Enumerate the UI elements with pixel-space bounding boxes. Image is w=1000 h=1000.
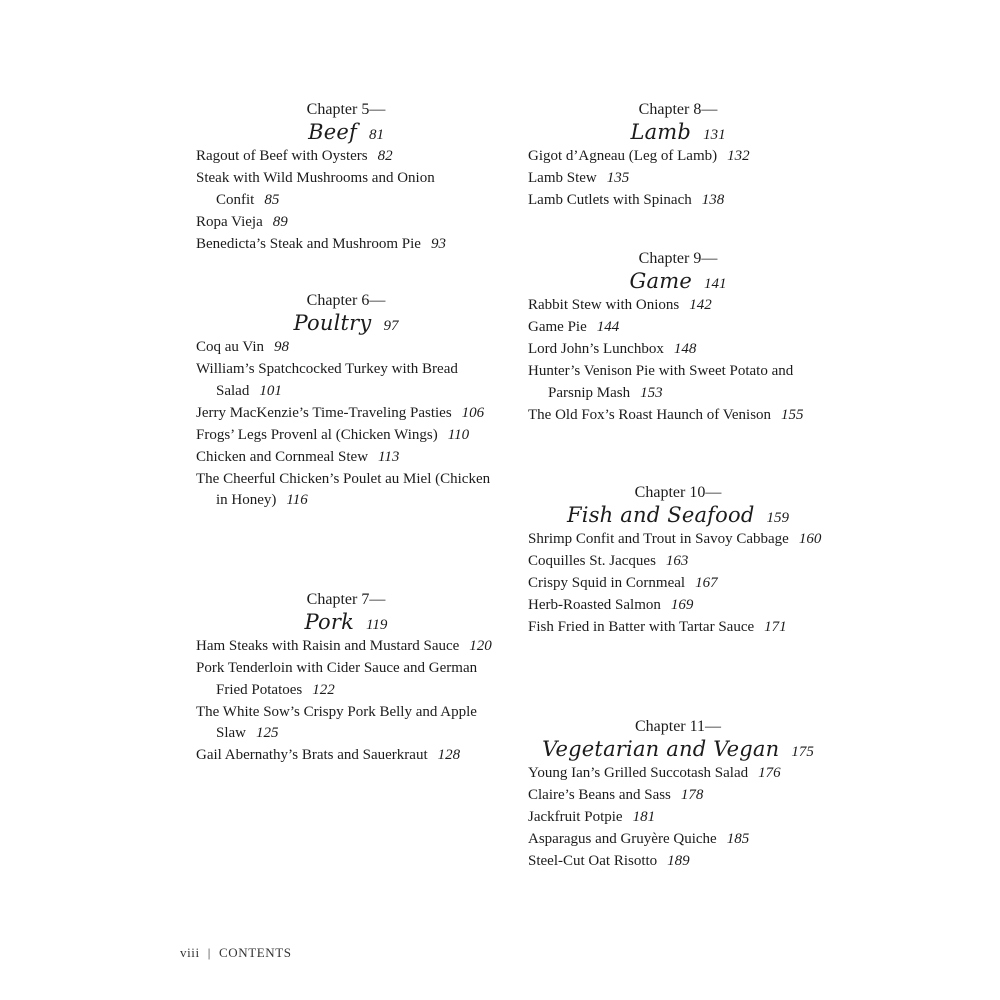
entry-page-number: 85 [264, 191, 280, 208]
toc-entry [196, 359, 496, 402]
entry-title: Lord John’s Lunchbox [528, 341, 664, 357]
toc-entry [528, 361, 828, 404]
entry-page-number: 171 [764, 619, 787, 635]
entry-title: The Cheerful Chicken’s Poulet au Miel (Chicken in Honey) [196, 470, 491, 508]
entry-page-number: 169 [670, 597, 694, 613]
chapter-title: Lamb [630, 120, 692, 144]
entry-page-number: 82 [377, 148, 393, 164]
entry-page-number: 132 [727, 148, 750, 164]
chapter-heading [528, 717, 828, 763]
entry-page-number: 153 [640, 384, 663, 401]
entry-page-number: 178 [680, 787, 704, 803]
toc-entry [528, 785, 828, 807]
entry-page-number: 163 [665, 553, 689, 569]
entry-page-number: 122 [312, 681, 335, 698]
recipe-list [528, 146, 828, 212]
chapter-title-line [528, 501, 828, 529]
chapter-label: Chapter 6— [306, 292, 386, 309]
entry-title: Hunter’s Venison Pie with Sweet Potato and Parsnip Mash [528, 363, 794, 401]
chapter-page-number: 141 [703, 276, 727, 292]
entry-title: Lamb Cutlets with Spinach [528, 192, 692, 208]
entry-title: Benedicta’s Steak and Mushroom Pie [196, 235, 421, 252]
toc-entry [528, 763, 828, 785]
toc-entry [528, 807, 828, 829]
entry-page-number: 189 [667, 853, 690, 869]
entry-title: Ropa Vieja [196, 213, 263, 230]
toc-entry [528, 595, 828, 617]
entry-title: William’s Spatchcocked Turkey with Bread Salad [196, 361, 458, 399]
entry-title: Steak with Wild Mushrooms and Onion Confit [196, 170, 435, 208]
toc-entry [196, 337, 496, 359]
entry-page-number: 142 [689, 297, 712, 313]
entry-page-number: 176 [758, 765, 781, 781]
recipe-list [528, 763, 828, 873]
entry-page-number: 138 [701, 192, 725, 208]
chapter-page-number: 159 [766, 510, 789, 526]
entry-page-number: 155 [781, 406, 804, 423]
chapter-heading [528, 483, 828, 529]
chapter-title: Vegetarian and Vegan [542, 737, 780, 761]
toc-entry [528, 317, 828, 339]
chapter-title: Fish and Seafood [567, 503, 755, 527]
entry-page-number: 93 [430, 235, 446, 252]
entry-title: Herb-Roasted Salmon [528, 597, 661, 613]
toc-entry [196, 403, 496, 425]
footer-separator: | [207, 945, 211, 960]
recipe-list [528, 529, 828, 639]
chapter-fish-and-seafood [528, 483, 828, 639]
chapter-page-number: 119 [366, 617, 388, 633]
toc-entry [196, 702, 496, 745]
toc-entry [528, 405, 828, 427]
chapter-title: Poultry [293, 311, 372, 335]
chapter-page-number: 81 [368, 127, 384, 143]
chapter-heading [528, 249, 828, 295]
toc-entry [528, 168, 828, 190]
chapter-title-line [528, 118, 828, 146]
entry-page-number: 128 [437, 747, 461, 763]
entry-title: Rabbit Stew with Onions [528, 297, 680, 313]
chapter-title: Game [629, 269, 692, 293]
toc-entry [196, 636, 496, 658]
toc-entry [196, 447, 496, 469]
chapter-title: Pork [304, 610, 355, 634]
entry-title: Chicken and Cornmeal Stew [196, 448, 369, 465]
entry-page-number: 135 [606, 170, 630, 186]
chapter-lamb [528, 100, 828, 212]
entry-page-number: 106 [461, 404, 485, 421]
toc-entry [528, 339, 828, 361]
toc-entry [196, 212, 496, 234]
chapter-label: Chapter 7— [306, 591, 386, 608]
entry-title: Gigot d’Agneau (Leg of Lamb) [528, 148, 718, 164]
toc-entry [528, 617, 828, 639]
chapter-label: Chapter 5— [306, 101, 386, 118]
toc-entry [528, 529, 828, 551]
entry-page-number: 181 [632, 809, 656, 825]
chapter-label: Chapter 10— [634, 484, 722, 501]
chapter-poultry [196, 291, 496, 512]
entry-title: Frogs’ Legs Provenl al (Chicken Wings) [196, 426, 438, 443]
entry-page-number: 144 [596, 319, 620, 335]
recipe-list [196, 337, 496, 512]
entry-page-number: 113 [378, 448, 400, 465]
entry-title: Ragout of Beef with Oysters [196, 148, 368, 164]
entry-page-number: 185 [726, 831, 750, 847]
chapter-page-number: 131 [703, 127, 726, 143]
recipe-list [196, 636, 496, 767]
chapter-page-number: 175 [791, 744, 814, 760]
recipe-list [528, 295, 828, 426]
chapter-title-line [196, 309, 496, 337]
entry-page-number: 101 [259, 382, 282, 399]
toc-entry [528, 851, 828, 873]
entry-page-number: 148 [673, 341, 697, 357]
chapter-label: Chapter 8— [638, 101, 718, 118]
recipe-list [196, 146, 496, 255]
entry-page-number: 160 [798, 531, 822, 547]
entry-title: Claire’s Beans and Sass [528, 787, 671, 803]
chapter-heading [196, 590, 496, 636]
entry-page-number: 120 [469, 638, 492, 654]
entry-title: Fish Fried in Batter with Tartar Sauce [528, 619, 755, 635]
chapter-heading [196, 291, 496, 337]
entry-page-number: 89 [272, 213, 288, 230]
chapter-heading [196, 100, 496, 146]
chapter-title: Beef [308, 120, 357, 144]
toc-entry [528, 573, 828, 595]
toc-entry [196, 745, 496, 767]
entry-title: Game Pie [528, 319, 587, 335]
entry-title: Steel-Cut Oat Risotto [528, 853, 658, 869]
toc-entry [528, 829, 828, 851]
page-footer [180, 945, 292, 961]
entry-title: Crispy Squid in Cornmeal [528, 575, 686, 591]
running-head: CONTENTS [218, 945, 292, 960]
entry-page-number: 110 [447, 426, 470, 443]
chapter-title-line [528, 735, 828, 763]
chapter-title-line [196, 608, 496, 636]
chapter-heading [528, 100, 828, 146]
entry-title: Young Ian’s Grilled Succotash Salad [528, 765, 749, 781]
entry-title: The White Sow’s Crispy Pork Belly and Apple Slaw [196, 703, 477, 741]
folio: viii [180, 945, 200, 960]
toc-entry [528, 146, 828, 168]
toc-entry [528, 190, 828, 212]
entry-title: Jerry MacKenzie’s Time-Traveling Pasties [196, 404, 452, 421]
chapter-beef [196, 100, 496, 256]
entry-title: Coquilles St. Jacques [528, 553, 656, 569]
entry-title: Jackfruit Potpie [528, 809, 623, 825]
entry-title: Pork Tenderloin with Cider Sauce and German Fried Potatoes [196, 660, 478, 698]
entry-title: Shrimp Confit and Trout in Savoy Cabbage [528, 531, 789, 547]
chapter-title-line [196, 118, 496, 146]
chapter-pork [196, 590, 496, 767]
entry-title: Lamb Stew [528, 170, 597, 186]
toc-entry [196, 425, 496, 447]
entry-title: The Old Fox’s Roast Haunch of Venison [528, 406, 772, 423]
chapter-label: Chapter 11— [634, 718, 722, 735]
chapter-game [528, 249, 828, 427]
chapter-vegetarian-and-vegan [528, 717, 828, 873]
toc-entry [528, 551, 828, 573]
entry-page-number: 98 [274, 339, 289, 355]
toc-entry [196, 469, 496, 512]
entry-page-number: 167 [695, 575, 718, 591]
entry-title: Gail Abernathy’s Brats and Sauerkraut [196, 747, 428, 763]
toc-entry [196, 234, 496, 256]
entry-page-number: 125 [256, 725, 279, 741]
entry-title: Coq au Vin [196, 339, 264, 355]
entry-title: Ham Steaks with Raisin and Mustard Sauce [196, 638, 460, 654]
toc-entry [196, 146, 496, 168]
toc-entry [196, 168, 496, 211]
toc-entry [528, 295, 828, 317]
entry-title: Asparagus and Gruyère Quiche [528, 831, 717, 847]
chapter-label: Chapter 9— [638, 250, 718, 267]
toc-entry [196, 658, 496, 701]
entry-page-number: 116 [286, 492, 308, 508]
chapter-title-line [528, 267, 828, 295]
chapter-page-number: 97 [383, 318, 399, 334]
